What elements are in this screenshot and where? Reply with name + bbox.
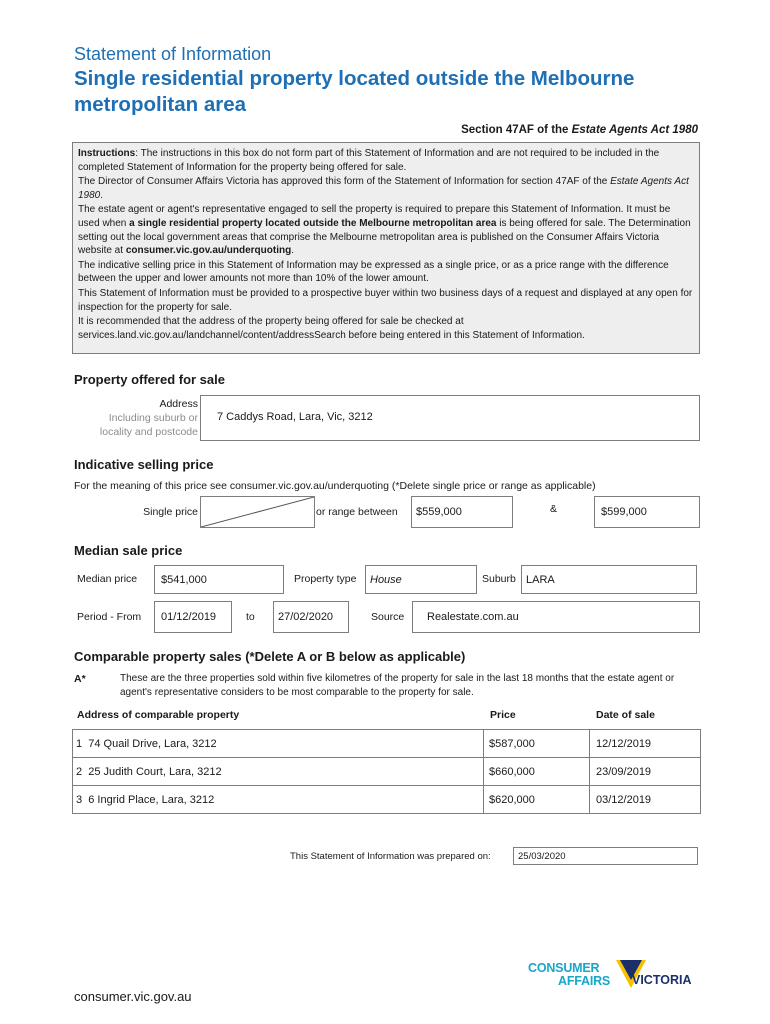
suburb-value: LARA [526, 573, 555, 586]
logo-text-victoria: VICTORIA [632, 973, 692, 987]
comparable-address-cell: 1 74 Quail Drive, Lara, 3212 [76, 737, 217, 750]
source-value: Realestate.com.au [427, 611, 519, 623]
indicative-note: For the meaning of this price see consumer.vic.gov.au/underquoting (*Delete single price or range as applicable) [74, 480, 596, 492]
logo-text-affairs: AFFAIRS [558, 974, 611, 988]
period-from-label: Period - From [77, 611, 142, 623]
address-label: Address [159, 398, 198, 410]
comparable-heading: Comparable property sales (*Delete A or B below as applicable) [74, 649, 466, 664]
property-type-field[interactable] [365, 565, 477, 594]
instructions-box [72, 142, 700, 354]
col-header-price: Price [490, 709, 516, 721]
comparable-address-cell: 3 6 Ingrid Place, Lara, 3212 [76, 793, 215, 806]
range-high-field[interactable] [594, 496, 700, 528]
comparable-date-cell: 23/09/2019 [589, 758, 702, 785]
median-heading: Median sale price [74, 543, 183, 558]
median-price-value: $541,000 [161, 573, 207, 586]
comparable-date-cell: 12/12/2019 [589, 730, 702, 757]
table-row[interactable] [72, 757, 701, 786]
instructions-p2: The Director of Consumer Affairs Victoria has approved this form of the Statement of Information for section 47AF of the Estate Agents Act 1980. [78, 176, 689, 201]
period-from-value: 01/12/2019 [161, 611, 217, 623]
section-ref-prefix: Section 47AF of the [461, 124, 572, 136]
address-hint-1: Including suburb or [108, 412, 198, 424]
instructions-p3: The estate agent or agent's representative engaged to sell the property is required to prepare this Statement of Information. It must be used when a single residential property located outside the Melbourne metropolitan area is being offered for sale. The Determination setting out the local government areas that comprise the Melbourne metropolitan area is published on the Consumer Affairs Victoria website at consumer.vic.gov.au/underquoting. [78, 204, 691, 257]
instructions-p5: This Statement of Information must be provided to a prospective buyer within two business days of a request and displayed at any open for inspection for the property for sale. [78, 287, 693, 313]
prepared-on-value: 25/03/2020 [518, 850, 566, 862]
footer-url[interactable]: consumer.vic.gov.au [74, 989, 192, 1004]
table-row[interactable] [72, 785, 701, 814]
col-header-date: Date of sale [596, 709, 655, 721]
address-field[interactable] [200, 395, 700, 441]
period-to-field[interactable] [273, 601, 349, 633]
period-from-field[interactable] [154, 601, 232, 633]
form-subtitle: Statement of Information [74, 44, 272, 64]
table-row[interactable] [72, 729, 701, 758]
option-a-marker: A* [74, 673, 86, 685]
instructions-p4: The indicative selling price in this Statement of Information may be expressed as a single price, or as a price range with the difference between the upper and lower amounts not more than 10% of the lower amount. [78, 259, 669, 285]
comparable-price-cell: $587,000 [483, 730, 589, 757]
address-value: 7 Caddys Road, Lara, Vic, 3212 [217, 411, 373, 423]
range-ampersand: & [550, 503, 558, 515]
struck-out-diagonal [201, 497, 314, 527]
source-label: Source [371, 611, 405, 623]
consumer-affairs-victoria-logo [528, 960, 700, 1000]
property-heading: Property offered for sale [74, 372, 225, 387]
section-ref-act: Estate Agents Act 1980 [571, 124, 698, 136]
single-price-label: Single price [143, 506, 198, 518]
prepared-on-field[interactable] [513, 847, 698, 865]
prepared-on-label: This Statement of Information was prepared on: [290, 851, 491, 862]
period-to-label: to [246, 611, 255, 623]
address-hint-2: locality and postcode [99, 426, 198, 438]
comparable-price-cell: $660,000 [483, 758, 589, 785]
range-low-value: $559,000 [416, 506, 462, 518]
median-price-field[interactable] [154, 565, 284, 594]
range-low-field[interactable] [411, 496, 513, 528]
logo-text-consumer: CONSUMER [528, 961, 600, 975]
suburb-field[interactable] [521, 565, 697, 594]
comparable-price-cell: $620,000 [483, 786, 589, 813]
col-header-address: Address of comparable property [77, 709, 240, 721]
property-type-label: Property type [294, 573, 357, 585]
indicative-heading: Indicative selling price [74, 457, 214, 472]
period-to-value: 27/02/2020 [278, 611, 334, 623]
instructions-p1: Instructions: The instructions in this box do not form part of this Statement of Information and are not required to be included in the completed Statement of Information for the property being offered for sale. [78, 148, 660, 173]
range-label: or range between [316, 506, 398, 518]
suburb-label: Suburb [482, 573, 516, 585]
range-high-value: $599,000 [601, 506, 647, 518]
address-label-group [80, 397, 198, 439]
instructions-p6: It is recommended that the address of the property being offered for sale be checked at services.land.vic.gov.au/landchannel/content/addressSearch before being entered in this Statement of Information. [78, 316, 585, 341]
comparable-description: These are the three properties sold within five kilometres of the property for sale in the last 18 months that the estate agent or agent's representative considers to be most comparable to the property for sale. [120, 673, 675, 698]
form-title: Single residential property located outside the Melbourne metropolitan area [74, 67, 635, 116]
property-type-value: House [370, 573, 402, 586]
comparable-date-cell: 03/12/2019 [589, 786, 702, 813]
section-reference [461, 124, 698, 136]
single-price-field[interactable] [200, 496, 315, 528]
source-field[interactable] [412, 601, 700, 633]
median-price-label: Median price [77, 573, 138, 585]
comparable-address-cell: 2 25 Judith Court, Lara, 3212 [76, 765, 222, 778]
